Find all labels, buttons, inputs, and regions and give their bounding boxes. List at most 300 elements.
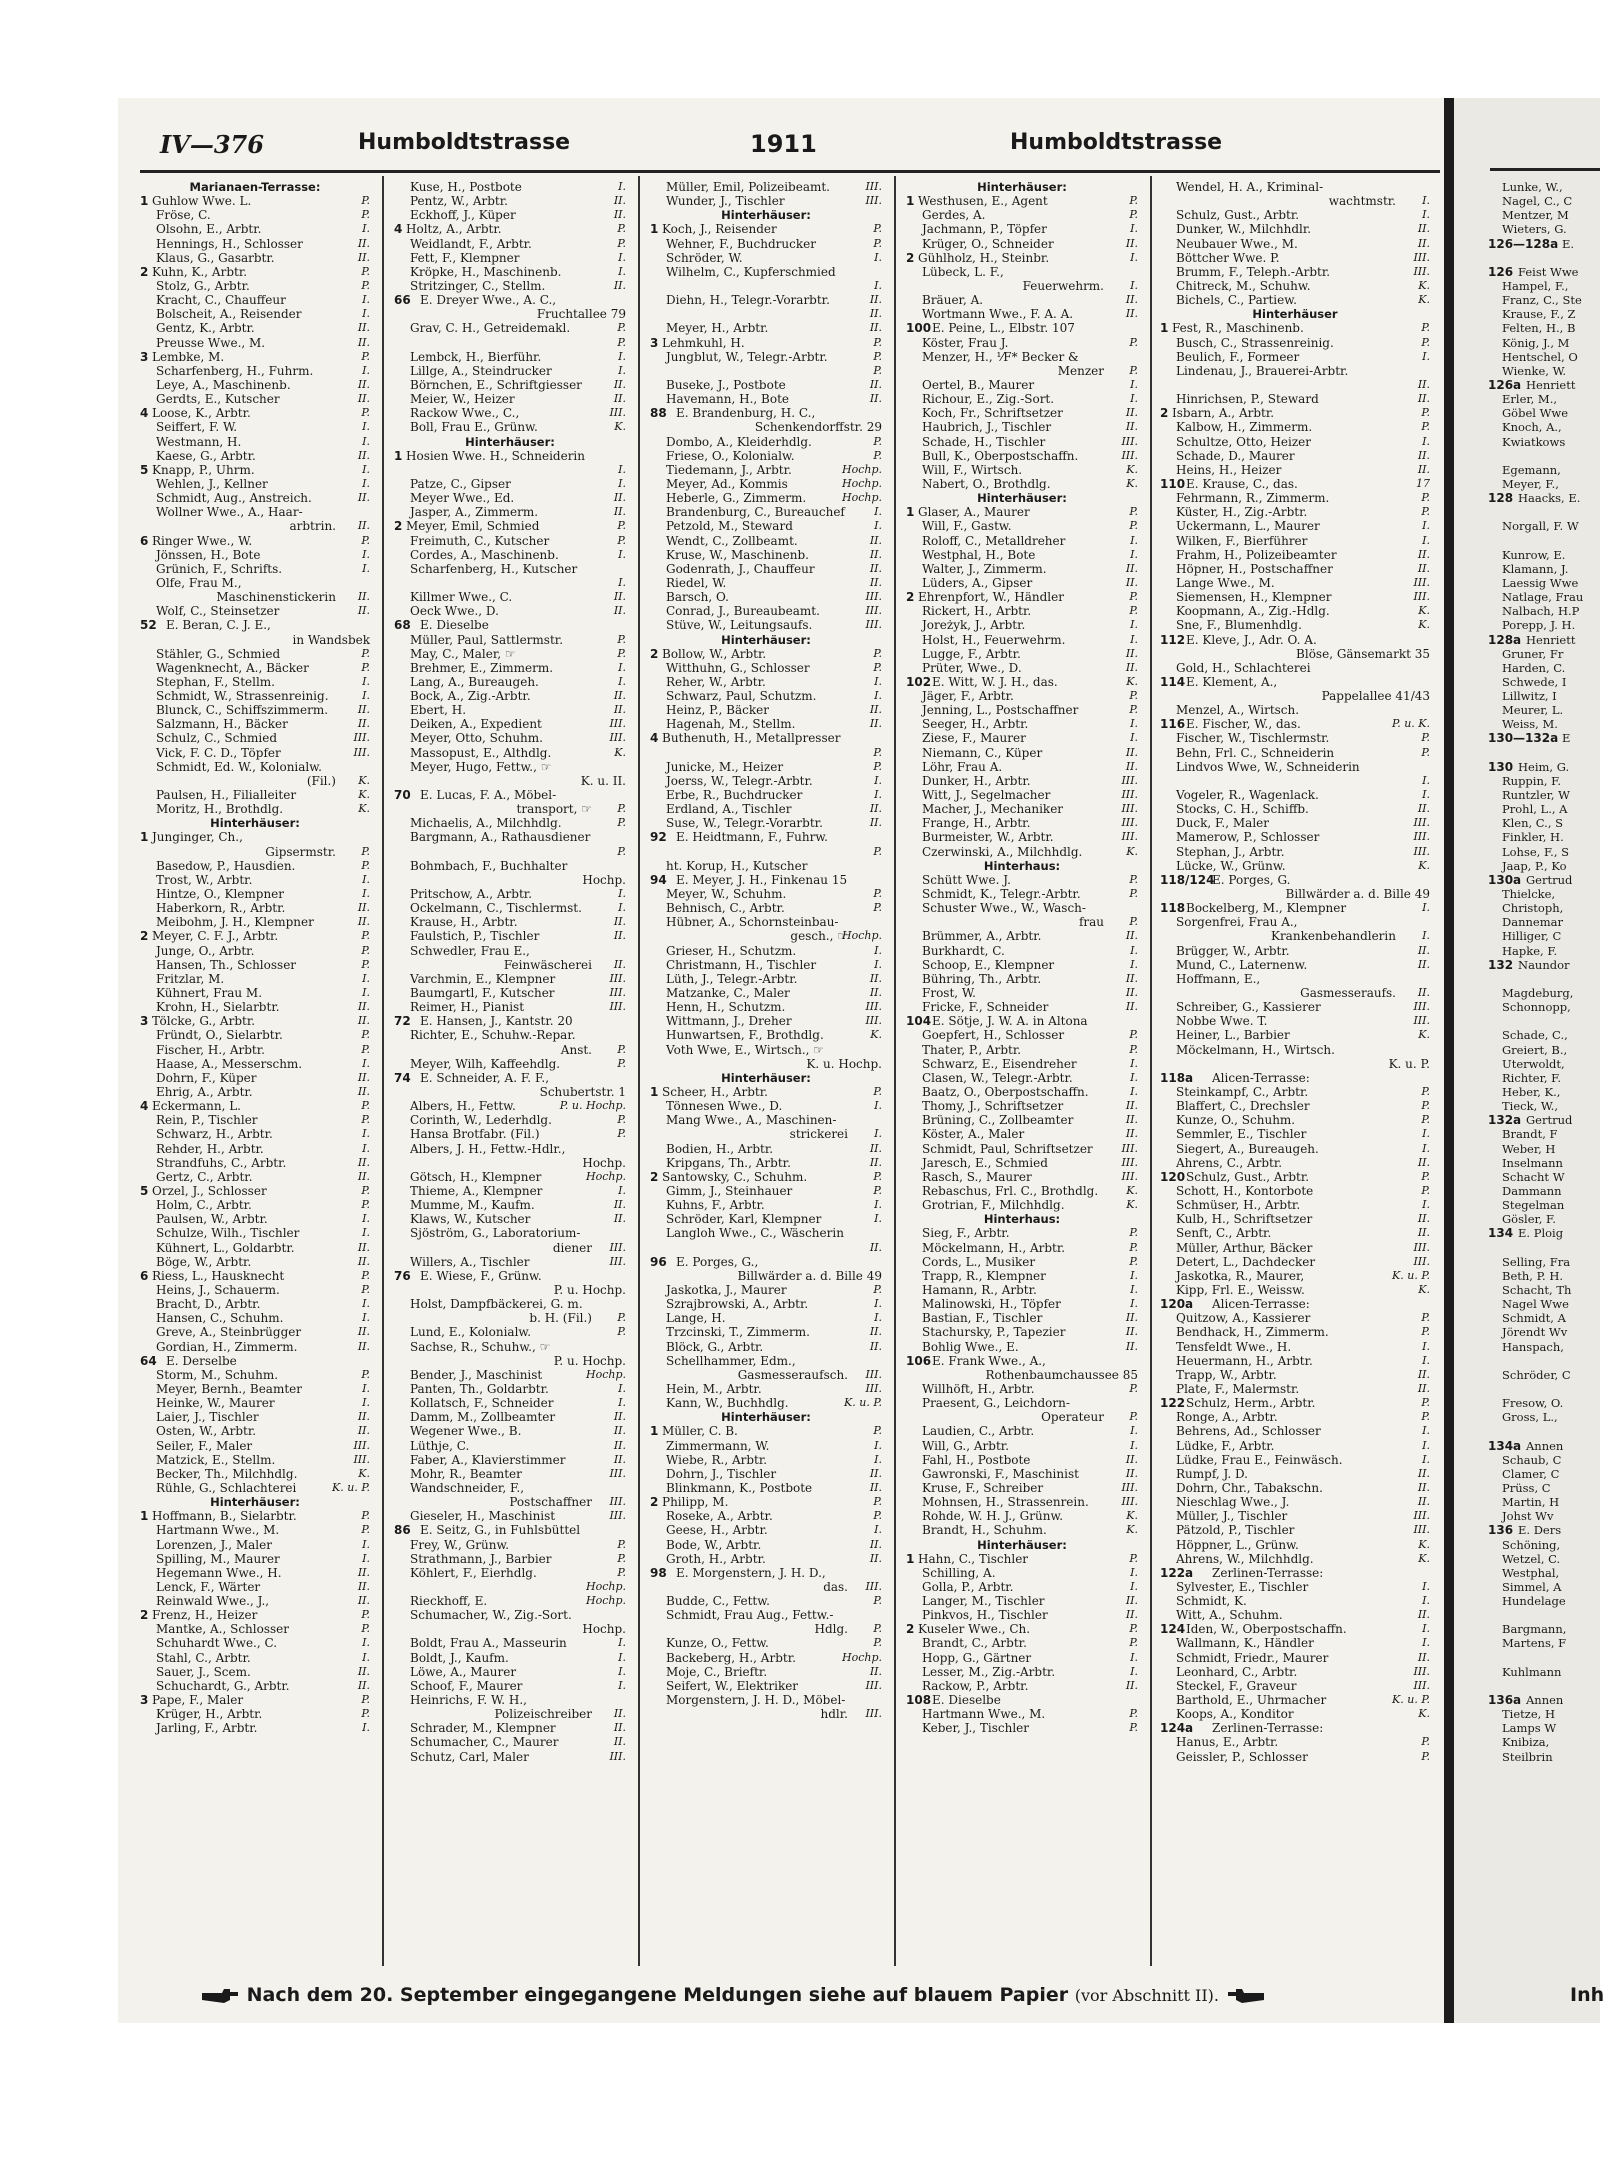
resident-entry (394, 265, 626, 279)
resident-entry (906, 1014, 1138, 1028)
resident-entry (140, 958, 370, 972)
floor-code: II. (1417, 1495, 1430, 1509)
floor-code: P. (1421, 745, 1430, 759)
resident-entry (394, 1410, 626, 1424)
floor-code: P. (361, 194, 370, 208)
resident-entry (650, 194, 882, 208)
floor-code: III. (1121, 773, 1138, 787)
floor-code: P. (1129, 1042, 1138, 1056)
resident-text: Grieser, H., Schutzm. (666, 943, 797, 958)
resident-text: Schmidt, Ed. W., Kolonialw. (156, 759, 322, 774)
floor-code: II. (1125, 1466, 1138, 1480)
resident-text: Friese, O., Kolonialw. (666, 448, 795, 463)
floor-code: II. (613, 208, 626, 222)
floor-code: II. (613, 491, 626, 505)
resident-entry (140, 1241, 370, 1255)
resident-entry (906, 675, 1138, 689)
resident-text: Brandt, F (1502, 1127, 1558, 1142)
resident-text: Brandt, H., Schuhm. (922, 1523, 1047, 1538)
floor-code: III. (1413, 1509, 1430, 1523)
resident-text: Hagenah, M., Stellm. (666, 717, 796, 732)
resident-text: Damm, M., Zollbeamter (410, 1410, 556, 1425)
resident-text: Fritzlar, M. (156, 971, 225, 986)
floor-code: I. (1130, 377, 1138, 391)
resident-text: E. Meyer, J. H., Finkenau 15 (676, 872, 848, 887)
resident-text: Brandt, C., Arbtr. (922, 1636, 1027, 1651)
resident-entry (650, 1184, 882, 1198)
resident-text: Albers, J. H., Fettw.-Hdlr., (410, 1141, 566, 1156)
resident-entry (650, 873, 882, 887)
resident-text: Wendel, H. A., Kriminal- (1176, 180, 1324, 194)
floor-code: I. (1130, 1056, 1138, 1070)
floor-code: P. (1129, 1028, 1138, 1042)
resident-text: Kuse, H., Postbote (410, 180, 522, 194)
floor-code: K. (358, 773, 370, 787)
resident-text: Wolf, C., Steinsetzer (156, 604, 280, 619)
floor-code: II. (1125, 1099, 1138, 1113)
resident-text: Godenrath, J., Chauffeur (666, 561, 815, 576)
entry-continuation (394, 307, 626, 321)
resident-entry (1160, 1538, 1430, 1552)
resident-entry (1160, 675, 1430, 689)
resident-entry (394, 986, 626, 1000)
resident-entry (906, 208, 1138, 222)
floor-code: II. (869, 1480, 882, 1494)
resident-entry (140, 689, 370, 703)
resident-text: Wunder, J., Tischler (666, 194, 785, 209)
resident-entry (1160, 944, 1430, 958)
resident-text: Kipp, Frl. E., Weissw. (1176, 1282, 1305, 1297)
resident-text: Scheer, H., Arbtr. (662, 1085, 768, 1099)
resident-text: Hennings, H., Schlosser (156, 236, 303, 251)
house-number: 126 (1488, 264, 1514, 279)
resident-text: Heinke, W., Maurer (156, 1396, 275, 1411)
resident-entry (394, 1382, 626, 1396)
floor-code: III. (353, 1452, 370, 1466)
resident-entry (906, 1608, 1138, 1622)
floor-code: III. (609, 731, 626, 745)
resident-text: Bode, W., Arbtr. (666, 1537, 762, 1552)
floor-code: P. (361, 1198, 370, 1212)
resident-entry (650, 986, 882, 1000)
floor-code: II. (613, 929, 626, 943)
floor-code: I. (618, 1650, 626, 1664)
adjacent-entry (1488, 1085, 1600, 1099)
resident-entry (650, 222, 882, 236)
resident-entry (1160, 788, 1430, 802)
resident-text: Meyer, F., (1502, 476, 1559, 491)
resident-entry (650, 321, 882, 335)
header-rule (140, 170, 1440, 173)
resident-entry (140, 420, 370, 434)
resident-entry (906, 1552, 1138, 1566)
floor-code: P. (873, 660, 882, 674)
resident-text: Preusse Wwe., M. (156, 335, 266, 350)
resident-entry (650, 406, 882, 420)
resident-text: Jarling, F., Arbtr. (156, 1721, 258, 1736)
resident-entry (1160, 406, 1430, 420)
adjacent-entry (1488, 774, 1600, 788)
house-number: 72 (394, 1014, 411, 1029)
resident-text: Sylvester, E., Tischler (1176, 1579, 1309, 1594)
resident-entry (906, 1721, 1138, 1735)
floor-code: Hochp. (842, 929, 882, 943)
floor-code: II. (1417, 547, 1430, 561)
resident-text: Holtz, A., Arbtr. (406, 222, 502, 237)
resident-text: Wollner Wwe., A., Haar- (156, 505, 303, 520)
floor-code: P. (873, 1282, 882, 1296)
resident-text: Wilken, F., Bierführer (1176, 533, 1308, 548)
floor-code: I. (874, 519, 882, 533)
floor-code: P. (1421, 505, 1430, 519)
resident-text: Schmidt, K., Telegr.-Arbtr. (922, 887, 1081, 902)
resident-entry (140, 1212, 370, 1226)
resident-text: Wehner, F., Buchdrucker (666, 236, 816, 251)
floor-code: II. (357, 1565, 370, 1579)
resident-entry (906, 1594, 1138, 1608)
resident-text: Holst, H., Feuerwehrm. (922, 632, 1066, 647)
floor-code: I. (874, 1099, 882, 1113)
floor-code: I. (1130, 1579, 1138, 1593)
resident-text: Brandenburg, C., Bureauchef (666, 505, 845, 520)
entry-continuation (1160, 986, 1430, 1000)
floor-code: I. (1422, 1424, 1430, 1438)
resident-entry (650, 760, 882, 774)
floor-code: II. (1125, 1339, 1138, 1353)
floor-code: I. (1130, 1297, 1138, 1311)
resident-text: Lund, E., Kolonialw. (410, 1325, 532, 1340)
entry-continuation (394, 802, 626, 816)
resident-text: Schulze, Wilh., Tischler (156, 1226, 300, 1241)
resident-entry (906, 505, 1138, 519)
floor-code: II. (613, 957, 626, 971)
resident-text: Behnisch, C., Arbtr. (666, 901, 785, 916)
resident-entry (140, 1000, 370, 1014)
floor-code: III. (1413, 1240, 1430, 1254)
floor-code: P. (873, 1495, 882, 1509)
resident-text: Schmidt, A (1502, 1311, 1566, 1326)
floor-code: III. (609, 1254, 626, 1268)
floor-code: I. (1130, 618, 1138, 632)
resident-text: Holst, Dampfbäckerei, G. m. (410, 1297, 583, 1312)
floor-code: II. (869, 1537, 882, 1551)
adjacent-entry (1488, 1481, 1600, 1495)
floor-code: I. (874, 788, 882, 802)
floor-code: II. (1417, 1155, 1430, 1169)
floor-code: P. (873, 1509, 882, 1523)
resident-entry (650, 1552, 882, 1566)
floor-code: P. (1129, 194, 1138, 208)
adjacent-entry (1488, 1410, 1600, 1424)
resident-entry (140, 1382, 370, 1396)
floor-code: II. (357, 519, 370, 533)
resident-text: Blunck, C., Schiffszimmerm. (156, 703, 329, 718)
resident-entry (1160, 1297, 1430, 1311)
house-number: 122 (1160, 1396, 1186, 1411)
resident-text: Kwiatkows (1502, 434, 1566, 449)
resident-entry (1160, 1439, 1430, 1453)
resident-text: Blinkmann, K., Postbote (666, 1480, 813, 1495)
entry-continuation (140, 774, 370, 788)
floor-code: K. (1418, 618, 1430, 632)
resident-entry (906, 1099, 1138, 1113)
resident-text: Matzick, E., Stellm. (156, 1452, 276, 1467)
house-number: 74 (394, 1070, 411, 1085)
resident-entry (1160, 265, 1430, 279)
resident-entry (1160, 420, 1430, 434)
resident-entry (650, 915, 882, 929)
floor-code: III. (1413, 1523, 1430, 1537)
floor-code: II. (869, 703, 882, 717)
floor-code: II. (869, 1339, 882, 1353)
resident-text: Pinkvos, H., Tischler (922, 1608, 1048, 1623)
resident-text: Eckermann, L. (152, 1099, 241, 1114)
floor-code: I. (1130, 1664, 1138, 1678)
resident-entry (906, 1142, 1138, 1156)
resident-text: Henn, H., Schutzm. (666, 1000, 786, 1015)
floor-code: III. (865, 1707, 882, 1721)
resident-entry (906, 1325, 1138, 1339)
resident-text: Müller, J., Tischler (1176, 1509, 1288, 1524)
floor-code: III. (1121, 1480, 1138, 1494)
floor-code: P. (361, 646, 370, 660)
resident-text: Koch, J., Reisender (662, 222, 777, 237)
directory-column-2 (394, 180, 626, 1965)
floor-code: P. (1421, 1169, 1430, 1183)
floor-code: II. (613, 1735, 626, 1749)
resident-entry (1160, 1198, 1430, 1212)
floor-code: III. (1413, 1014, 1430, 1028)
resident-entry (140, 1325, 370, 1339)
adjacent-entry (1488, 1142, 1600, 1156)
resident-text: E. Hansen, J., Kantstr. 20 (420, 1014, 573, 1029)
entry-continuation-text: Blöse, Gänsemarkt 35 (1296, 646, 1430, 661)
adjacent-entry (1488, 1651, 1600, 1665)
floor-code: K. (1418, 1551, 1430, 1565)
resident-text: Killmer Wwe., C. (410, 590, 513, 605)
floor-code: III. (609, 1466, 626, 1480)
floor-code: III. (1121, 802, 1138, 816)
resident-text: Klen, C., S (1502, 816, 1564, 831)
section-heading (906, 1538, 1138, 1552)
resident-text: Schrader, M., Klempner (410, 1721, 556, 1736)
resident-text: Plate, F., Malermstr. (1176, 1381, 1300, 1396)
resident-text: Busch, C., Strassenreinig. (1176, 335, 1334, 350)
resident-text: Burmeister, W., Arbtr. (922, 830, 1054, 845)
floor-code: P. (361, 1042, 370, 1056)
resident-entry (906, 562, 1138, 576)
resident-entry (1160, 463, 1430, 477)
floor-code: P. (361, 1113, 370, 1127)
resident-text: E. Beran, C. J. E., (166, 618, 271, 633)
floor-code: II. (1125, 1113, 1138, 1127)
adjacent-entry (1488, 251, 1600, 265)
adjacent-entry (1488, 1721, 1600, 1735)
resident-entry (140, 222, 370, 236)
resident-text: Prohl, L., A (1502, 802, 1568, 817)
adjacent-entry (1488, 237, 1600, 251)
floor-code: II. (1417, 1608, 1430, 1622)
resident-entry (906, 760, 1138, 774)
resident-text: Hapke, F. (1502, 943, 1558, 958)
floor-code: III. (865, 1367, 882, 1381)
resident-text: Schmidt, K. (1176, 1594, 1247, 1609)
floor-code: K. (870, 1028, 882, 1042)
floor-code: II. (357, 901, 370, 915)
floor-code: Hochp. (586, 1367, 626, 1381)
house-number: 118 (1160, 901, 1186, 916)
resident-text: Meyer, W., Schuhm. (666, 887, 787, 902)
resident-entry (394, 944, 626, 958)
resident-entry (394, 859, 626, 873)
resident-text: Eckhoff, J., Küper (410, 208, 516, 223)
resident-text: E. Klement, A., (1186, 674, 1278, 689)
house-number: 94 (650, 872, 667, 887)
resident-entry (140, 1085, 370, 1099)
floor-code: III. (865, 1678, 882, 1692)
floor-code: P. (1421, 321, 1430, 335)
resident-text: Ahrens, C., Arbtr. (1176, 1155, 1283, 1170)
resident-entry (394, 392, 626, 406)
floor-code: II. (357, 1678, 370, 1692)
floor-code: P. (1421, 1085, 1430, 1098)
section-heading (906, 180, 1138, 194)
resident-text: Christoph, (1502, 901, 1564, 916)
resident-text: Cords, L., Musiker (922, 1254, 1036, 1269)
resident-text: Lenck, F., Wärter (156, 1579, 261, 1594)
floor-code: P. (361, 660, 370, 674)
house-number: 2 (650, 646, 659, 661)
floor-code: I. (618, 462, 626, 476)
floor-code: I. (874, 1311, 882, 1325)
resident-entry (906, 1424, 1138, 1438)
floor-code: P. (1421, 1410, 1430, 1424)
resident-entry (906, 958, 1138, 972)
adjacent-entry (1488, 180, 1600, 194)
resident-text: Dammann (1502, 1183, 1562, 1198)
footer-notice: Nach dem 20. September eingegangene Meldungen siehe auf blauem Papier (246, 1984, 1069, 2006)
resident-entry (140, 336, 370, 350)
resident-text: Jaap, P., Ko (1502, 858, 1567, 873)
floor-code: P. (1129, 604, 1138, 618)
floor-code: I. (362, 872, 370, 886)
resident-text: Rehder, H., Arbtr. (156, 1141, 264, 1156)
resident-entry (650, 901, 882, 915)
resident-text: Ziese, F., Maurer (922, 731, 1026, 746)
entry-continuation (650, 929, 882, 943)
floor-code: K. (1418, 1707, 1430, 1721)
floor-code: III. (1121, 816, 1138, 830)
adjacent-entry (1488, 1255, 1600, 1269)
resident-text: Löwe, A., Maurer (410, 1664, 517, 1679)
adjacent-entry (1488, 435, 1600, 449)
resident-entry (650, 548, 882, 562)
resident-text: Clasen, W., Telegr.-Arbtr. (922, 1070, 1073, 1085)
adjacent-entry (1488, 1439, 1600, 1453)
resident-text: Knibiza, (1502, 1735, 1550, 1750)
floor-code: II. (1417, 802, 1430, 816)
resident-text: E. Ploig (1518, 1226, 1564, 1241)
resident-entry (1160, 1142, 1430, 1156)
floor-code: P. (1421, 1099, 1430, 1113)
resident-entry (650, 675, 882, 689)
directory-column-3 (650, 180, 882, 1965)
resident-entry (140, 1552, 370, 1566)
floor-code: III. (865, 1014, 882, 1028)
resident-entry (650, 647, 882, 661)
adjacent-entry (1488, 633, 1600, 647)
resident-text: Behn, Frl. C., Schneiderin (1176, 745, 1335, 760)
resident-entry (906, 1340, 1138, 1354)
floor-code: P. (361, 929, 370, 943)
floor-code: P. (1129, 915, 1138, 929)
entry-continuation-text: in Wandsbek (292, 632, 370, 647)
page-footer (200, 1984, 1400, 2010)
resident-text: Schumacher, W., Zig.-Sort. (410, 1608, 572, 1623)
resident-entry (140, 1071, 370, 1085)
floor-code: III. (865, 1579, 882, 1593)
resident-text: Joreżyk, J., Arbtr. (922, 618, 1026, 633)
floor-code: III. (609, 1509, 626, 1523)
floor-code: I. (874, 278, 882, 292)
resident-entry (650, 1424, 882, 1438)
resident-entry (394, 1170, 626, 1184)
floor-code: I. (1422, 1594, 1430, 1608)
resident-text: Martens, F (1502, 1636, 1567, 1651)
resident-text: Barthold, E., Uhrmacher (1176, 1693, 1327, 1708)
floor-code: I. (362, 674, 370, 688)
floor-code: II. (613, 505, 626, 519)
adjacent-entry (1488, 802, 1600, 816)
section-heading-text: Hinterhäuser: (721, 632, 811, 647)
floor-code: II. (1125, 1608, 1138, 1622)
entry-continuation-text: hdlr. (820, 1707, 848, 1722)
resident-entry (650, 237, 882, 251)
resident-text: Gimm, J., Steinhauer (666, 1183, 793, 1198)
resident-text: Heinz, P., Bäcker (666, 703, 769, 718)
resident-entry (1160, 180, 1430, 194)
floor-code: P. (361, 1608, 370, 1622)
resident-entry (1160, 336, 1430, 350)
floor-code: II. (869, 1466, 882, 1480)
entry-continuation-text: Pappelallee 41/43 (1321, 689, 1430, 704)
entry-continuation (1160, 194, 1430, 208)
floor-code: I. (362, 293, 370, 307)
house-number: 2 (906, 1622, 915, 1637)
resident-entry (906, 1636, 1138, 1650)
resident-entry (140, 647, 370, 661)
resident-text: Kröpke, H., Maschinenb. (410, 264, 562, 279)
adjacent-entry (1488, 1226, 1600, 1240)
resident-entry (394, 689, 626, 703)
resident-text: Lorenzen, J., Maler (156, 1537, 272, 1552)
resident-text: Witt, J., Segelmacher (922, 788, 1051, 803)
floor-code: I. (362, 1127, 370, 1141)
resident-entry (394, 1325, 626, 1339)
resident-text: Paulsen, W., Arbtr. (156, 1212, 268, 1227)
resident-text: Höpner, H., Postschaffner (1176, 561, 1333, 576)
page-number: IV—376 (160, 130, 264, 159)
resident-entry (140, 1439, 370, 1453)
resident-text: Krause, F., Z (1502, 307, 1576, 322)
floor-code: P. (617, 646, 626, 660)
entry-continuation-text: Fruchtallee 79 (536, 307, 626, 322)
resident-text: Trost, W., Arbtr. (156, 872, 253, 887)
floor-code: P. (361, 278, 370, 292)
resident-text: Rein, P., Tischler (156, 1113, 258, 1128)
house-number: 106 (906, 1353, 932, 1368)
resident-entry (140, 392, 370, 406)
